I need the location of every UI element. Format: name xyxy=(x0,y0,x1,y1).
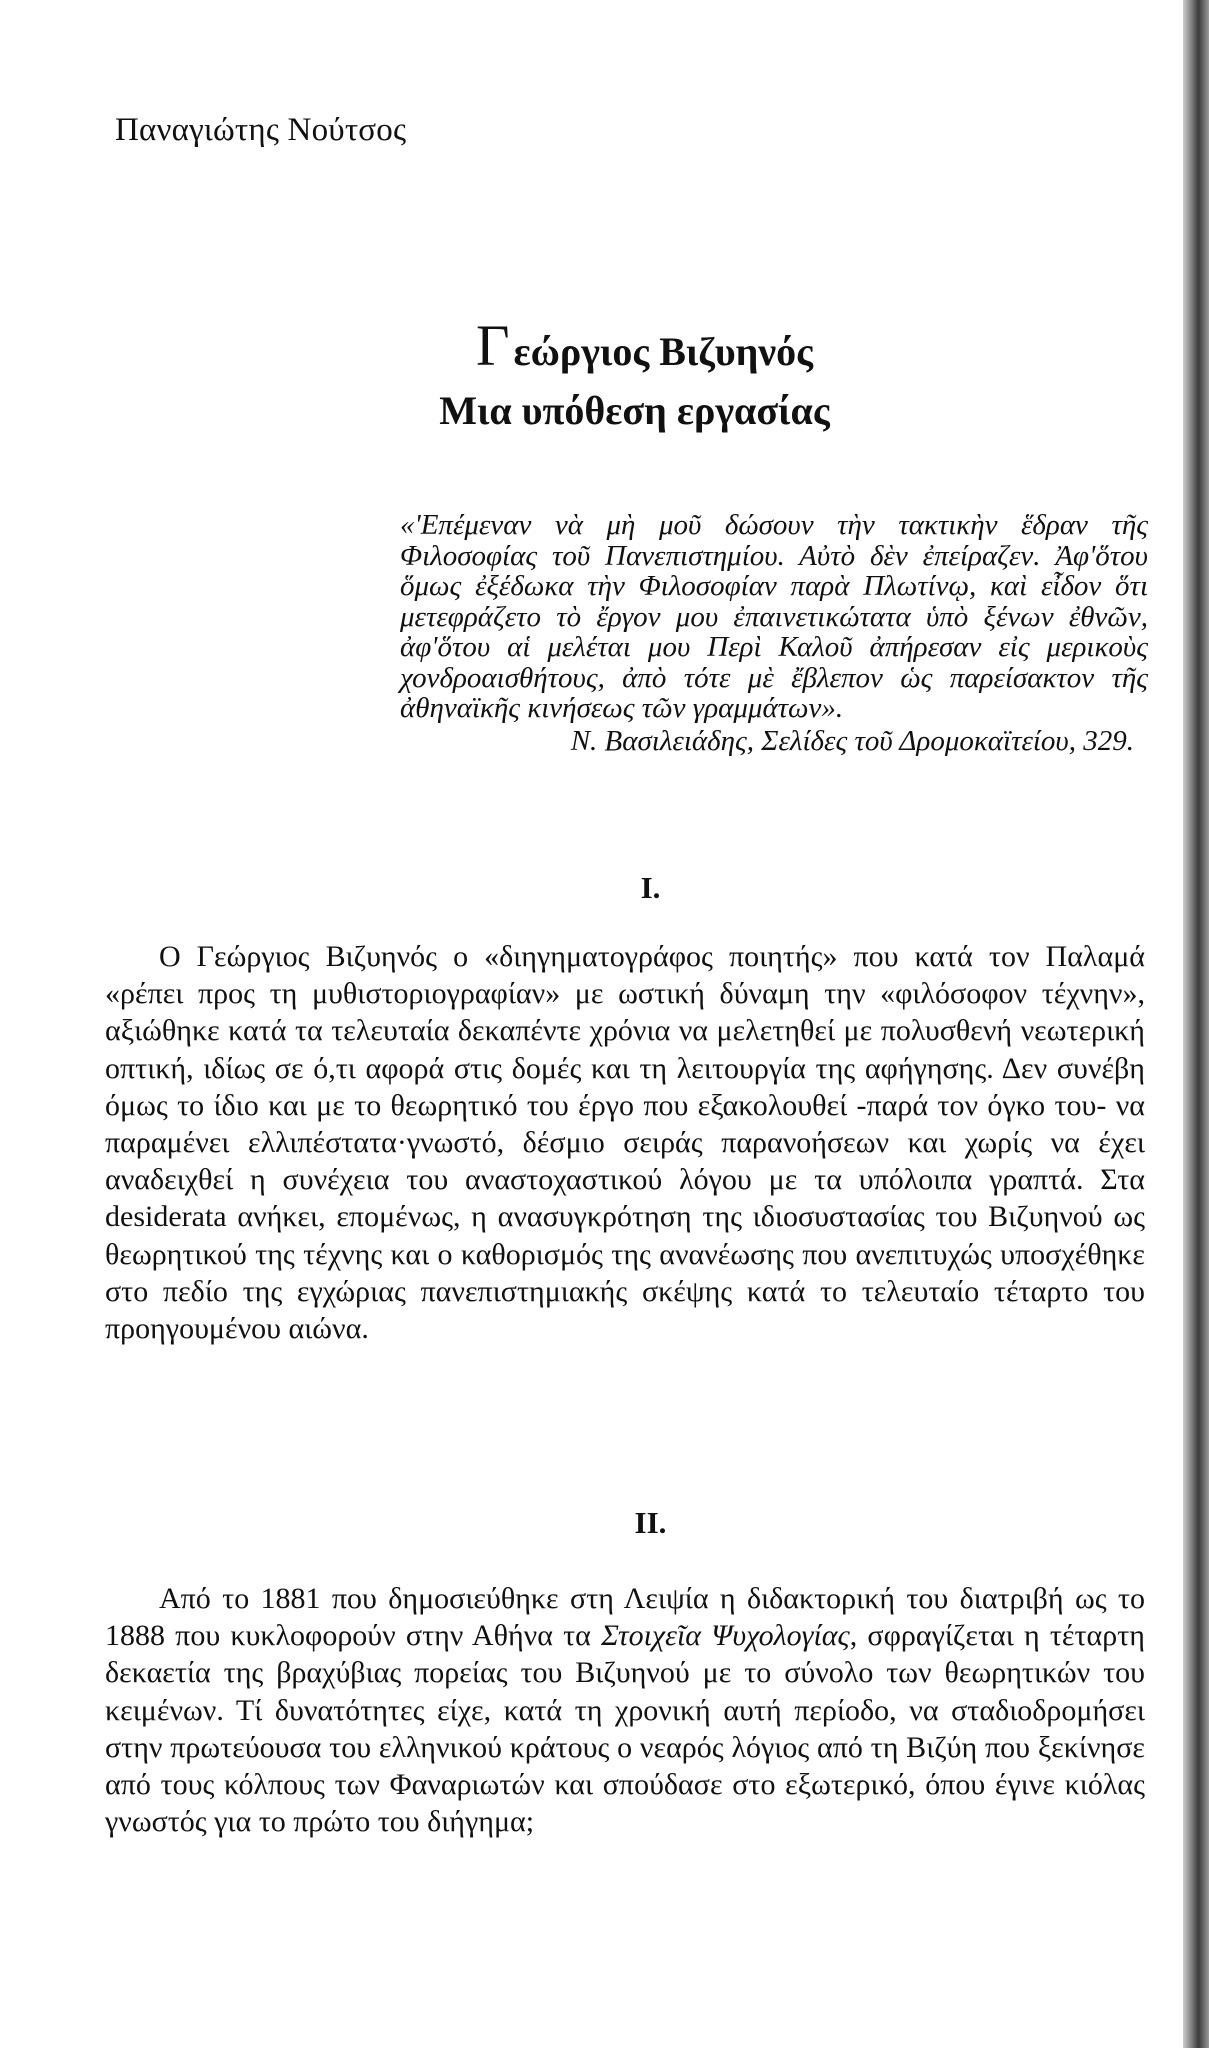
article-title xyxy=(0,313,1209,442)
section-heading-2: II. xyxy=(634,1505,667,1540)
section-1-paragraph xyxy=(105,938,1145,1347)
subtitle: Μια υπόθεση εργασίας xyxy=(439,388,830,433)
paragraph-text xyxy=(105,1580,1145,1840)
author-name: Παναγιώτης Νούτσος xyxy=(115,112,407,148)
section-2-paragraph xyxy=(105,1580,1145,1840)
section-heading-1: I. xyxy=(640,870,661,905)
epigraph-quote: «'Επέμεναν νὰ μὴ μοῦ δώσουν τὴν τακτικὴν ἕδραν τῆς Φιλοσοφίας τοῦ Πανεπιστημίου. Αὐτὸ δὲν ἐπείραζεν. Ἀφ'ὅτου ὅμως ἐξέδωκα τὴν Φιλοσοφίαν παρὰ Πλωτίνῳ, καὶ εἶδον ὅτι μετεφράζετο τὸ ἔργον μου ἐπαινετικώτατα ὑπὸ ξένων ἐθνῶν, ἀφ'ὅτου αἱ μελέται μου Περὶ Καλοῦ ἀπήρεσαν εἰς μερικοὺς χονδροαισθήτους, ἀπὸ τότε μὲ ἔβλεπον ὡς παρείσακτον τῆς ἀθηναϊκῆς κινήσεως τῶν γραμμάτων». xyxy=(400,509,1148,724)
page-edge-shadow xyxy=(1183,0,1209,2048)
paragraph-text: Ο Γεώργιος Βιζυηνός ο «διηγηματογράφος ποιητής» που κατά τον Παλαμά «ρέπει προς τη μυθιστοριογραφίαν» με ωστική δύναμη την «φιλόσοφον τέχνην», αξιώθηκε κατά τα τελευταία δεκαπέντε χρόνια να μελετηθεί με πολυσθενή νεωτερική οπτική, ιδίως σε ό,τι αφορά στις δομές και τη λειτουργία της αφήγησης. Δεν συνέβη όμως το ίδιο και με το θεωρητικό του έργο που εξακολουθεί -παρά τον όγκο του- να παραμένει ελλιπέστατα·γνωστό, δέσμιο σειράς παρανοήσεων και χωρίς να έχει αναδειχθεί η συνέχεια του αναστοχαστικού λόγου με τα υπόλοιπα γραπτά. Στα desiderata ανήκει, επομένως, η ανασυγκρότηση της ιδιοσυστασίας του Βιζυηνού ως θεωρητικού της τέχνης και ο καθορισμός της ανανέωσης που ανεπιτυχώς υποσχέθηκε στο πεδίο της εγχώριας πανεπιστημιακής σκέψης κατά το τελευταίο τέταρτο του προηγουμένου αιώνα. xyxy=(105,940,1145,1346)
paragraph-text-before: Από το 1881 που δημοσιεύθηκε στη Λειψία η διδακτορική του διατριβή ως το 1888 που κυκλοφορούν στην Αθήνα τα xyxy=(105,1582,1145,1653)
paragraph-text-after: , σφραγίζεται η τέταρτη δεκαετία της βραχύβιας πορείας του Βιζυηνού με το σύνολο των θεωρητικών του κειμένων. Τί δυνατότητες είχε, κατά τη χρονική αυτή περίοδο, να σταδιοδρομήσει στην πρωτεύουσα του ελληνικού κράτους ο νεαρός λόγιος από τη Βιζύη που ξεκίνησε από τους κόλπους των Φαναριωτών και σπούδασε στο εξωτερικό, όπου έγινε κιόλας γνωστός για το πρώτο του διήγημα; xyxy=(105,1619,1145,1839)
title-line-1 xyxy=(80,313,1209,380)
title-initial: Γ xyxy=(475,313,510,378)
book-title: Στοιχεῖα Ψυχολογίας xyxy=(601,1619,850,1653)
title-line-1-text: εώργιος Βιζυηνός xyxy=(513,329,814,374)
epigraph-source: Ν. Βασιλειάδης, Σελίδες τοῦ Δρομοκαϊτείου, 329. xyxy=(570,724,1134,757)
epigraph xyxy=(400,510,1148,756)
